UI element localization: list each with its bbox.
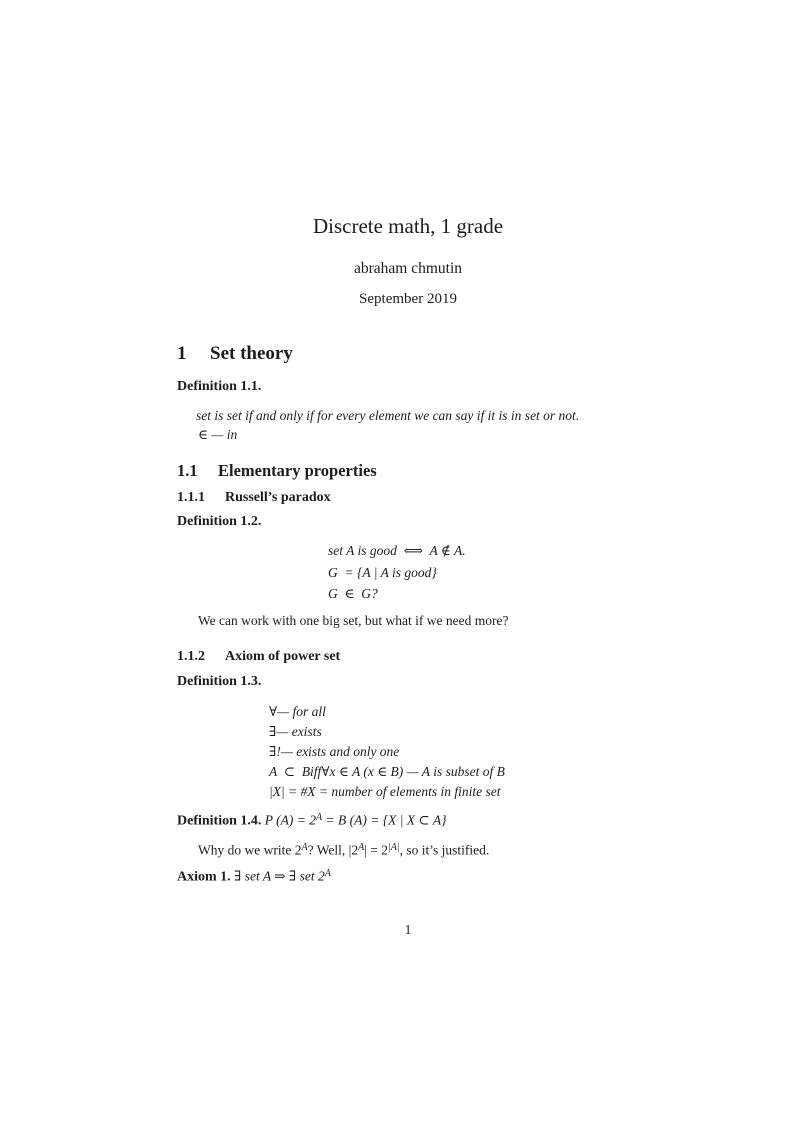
paragraph-why-2-to-a [198, 842, 489, 858]
definition-1-1-text: set is set if and only if for every element we can say if it is in set or not. [196, 408, 580, 423]
axiom-1-superscript: A [324, 868, 331, 879]
why-part-1: Why do we write 2 [198, 842, 302, 858]
why-superscript-1: A [301, 842, 308, 853]
definition-1-2-math-line-1: set A is good ⟺ A ∉ A. [328, 543, 466, 558]
subsubsection-heading-russells-paradox [177, 490, 331, 506]
why-part-3: | = 2 [364, 842, 389, 858]
why-superscript-3: |A| [388, 842, 400, 853]
subsection-title: Elementary properties [218, 461, 377, 480]
axiom-1-line [177, 868, 331, 886]
definition-1-2-math-line-3: G ∈ G? [328, 586, 378, 601]
subsubsection-title: Axiom of power set [225, 649, 341, 664]
why-superscript-2: A [358, 842, 365, 853]
subsection-number: 1.1 [177, 461, 198, 480]
doc-author: abraham chmutin [353, 260, 463, 277]
definition-1-1-label: Definition 1.1. [177, 379, 262, 394]
definition-1-3-math-line-1: ∀— for all [269, 704, 326, 719]
definition-1-1-symbol-note: ∈ — in [198, 427, 238, 442]
definition-1-3-label: Definition 1.3. [177, 674, 262, 689]
definition-1-4-line [177, 812, 447, 830]
definition-1-2-label: Definition 1.2. [177, 514, 262, 529]
subsubsection-number: 1.1.1 [177, 490, 205, 505]
definition-1-4-label: Definition 1.4. [177, 813, 262, 829]
paragraph-big-set: We can work with one big set, but what if we need more? [198, 613, 509, 628]
axiom-1-label: Axiom 1. [177, 869, 231, 885]
why-part-4: , so it’s justified. [399, 842, 490, 858]
definition-1-3-math-line-2: ∃— exists [269, 724, 322, 739]
definition-1-4-math-part-1: P (A) = 2 [264, 812, 316, 828]
subsubsection-title: Russell’s paradox [225, 490, 331, 505]
section-number: 1 [177, 343, 187, 364]
section-heading-set-theory [177, 343, 293, 365]
definition-1-3-math-line-5: |X| = #X = number of elements in finite set [269, 784, 501, 799]
subsubsection-heading-axiom-of-power-set [177, 649, 340, 665]
definition-1-4-superscript: A [316, 812, 323, 823]
subsubsection-number: 1.1.2 [177, 649, 205, 664]
doc-title: Discrete math, 1 grade [312, 214, 504, 238]
section-title: Set theory [210, 343, 293, 364]
definition-1-3-math-line-3: ∃!— exists and only one [269, 744, 400, 759]
axiom-1-math: ∃ set A ⇒ ∃ set 2 [234, 868, 325, 884]
doc-date: September 2019 [359, 291, 457, 307]
definition-1-3-math-line-4: A ⊂ Biff∀x ∈ A (x ∈ B) — A is subset of B [269, 764, 505, 779]
page-number: 1 [404, 922, 412, 937]
why-part-2: ? Well, |2 [307, 842, 359, 858]
subsection-heading-elementary-properties [177, 462, 377, 481]
definition-1-4-math-part-2: = B (A) = {X | X ⊂ A} [322, 812, 447, 828]
definition-1-2-math-line-2: G = {A | A is good} [328, 565, 437, 580]
